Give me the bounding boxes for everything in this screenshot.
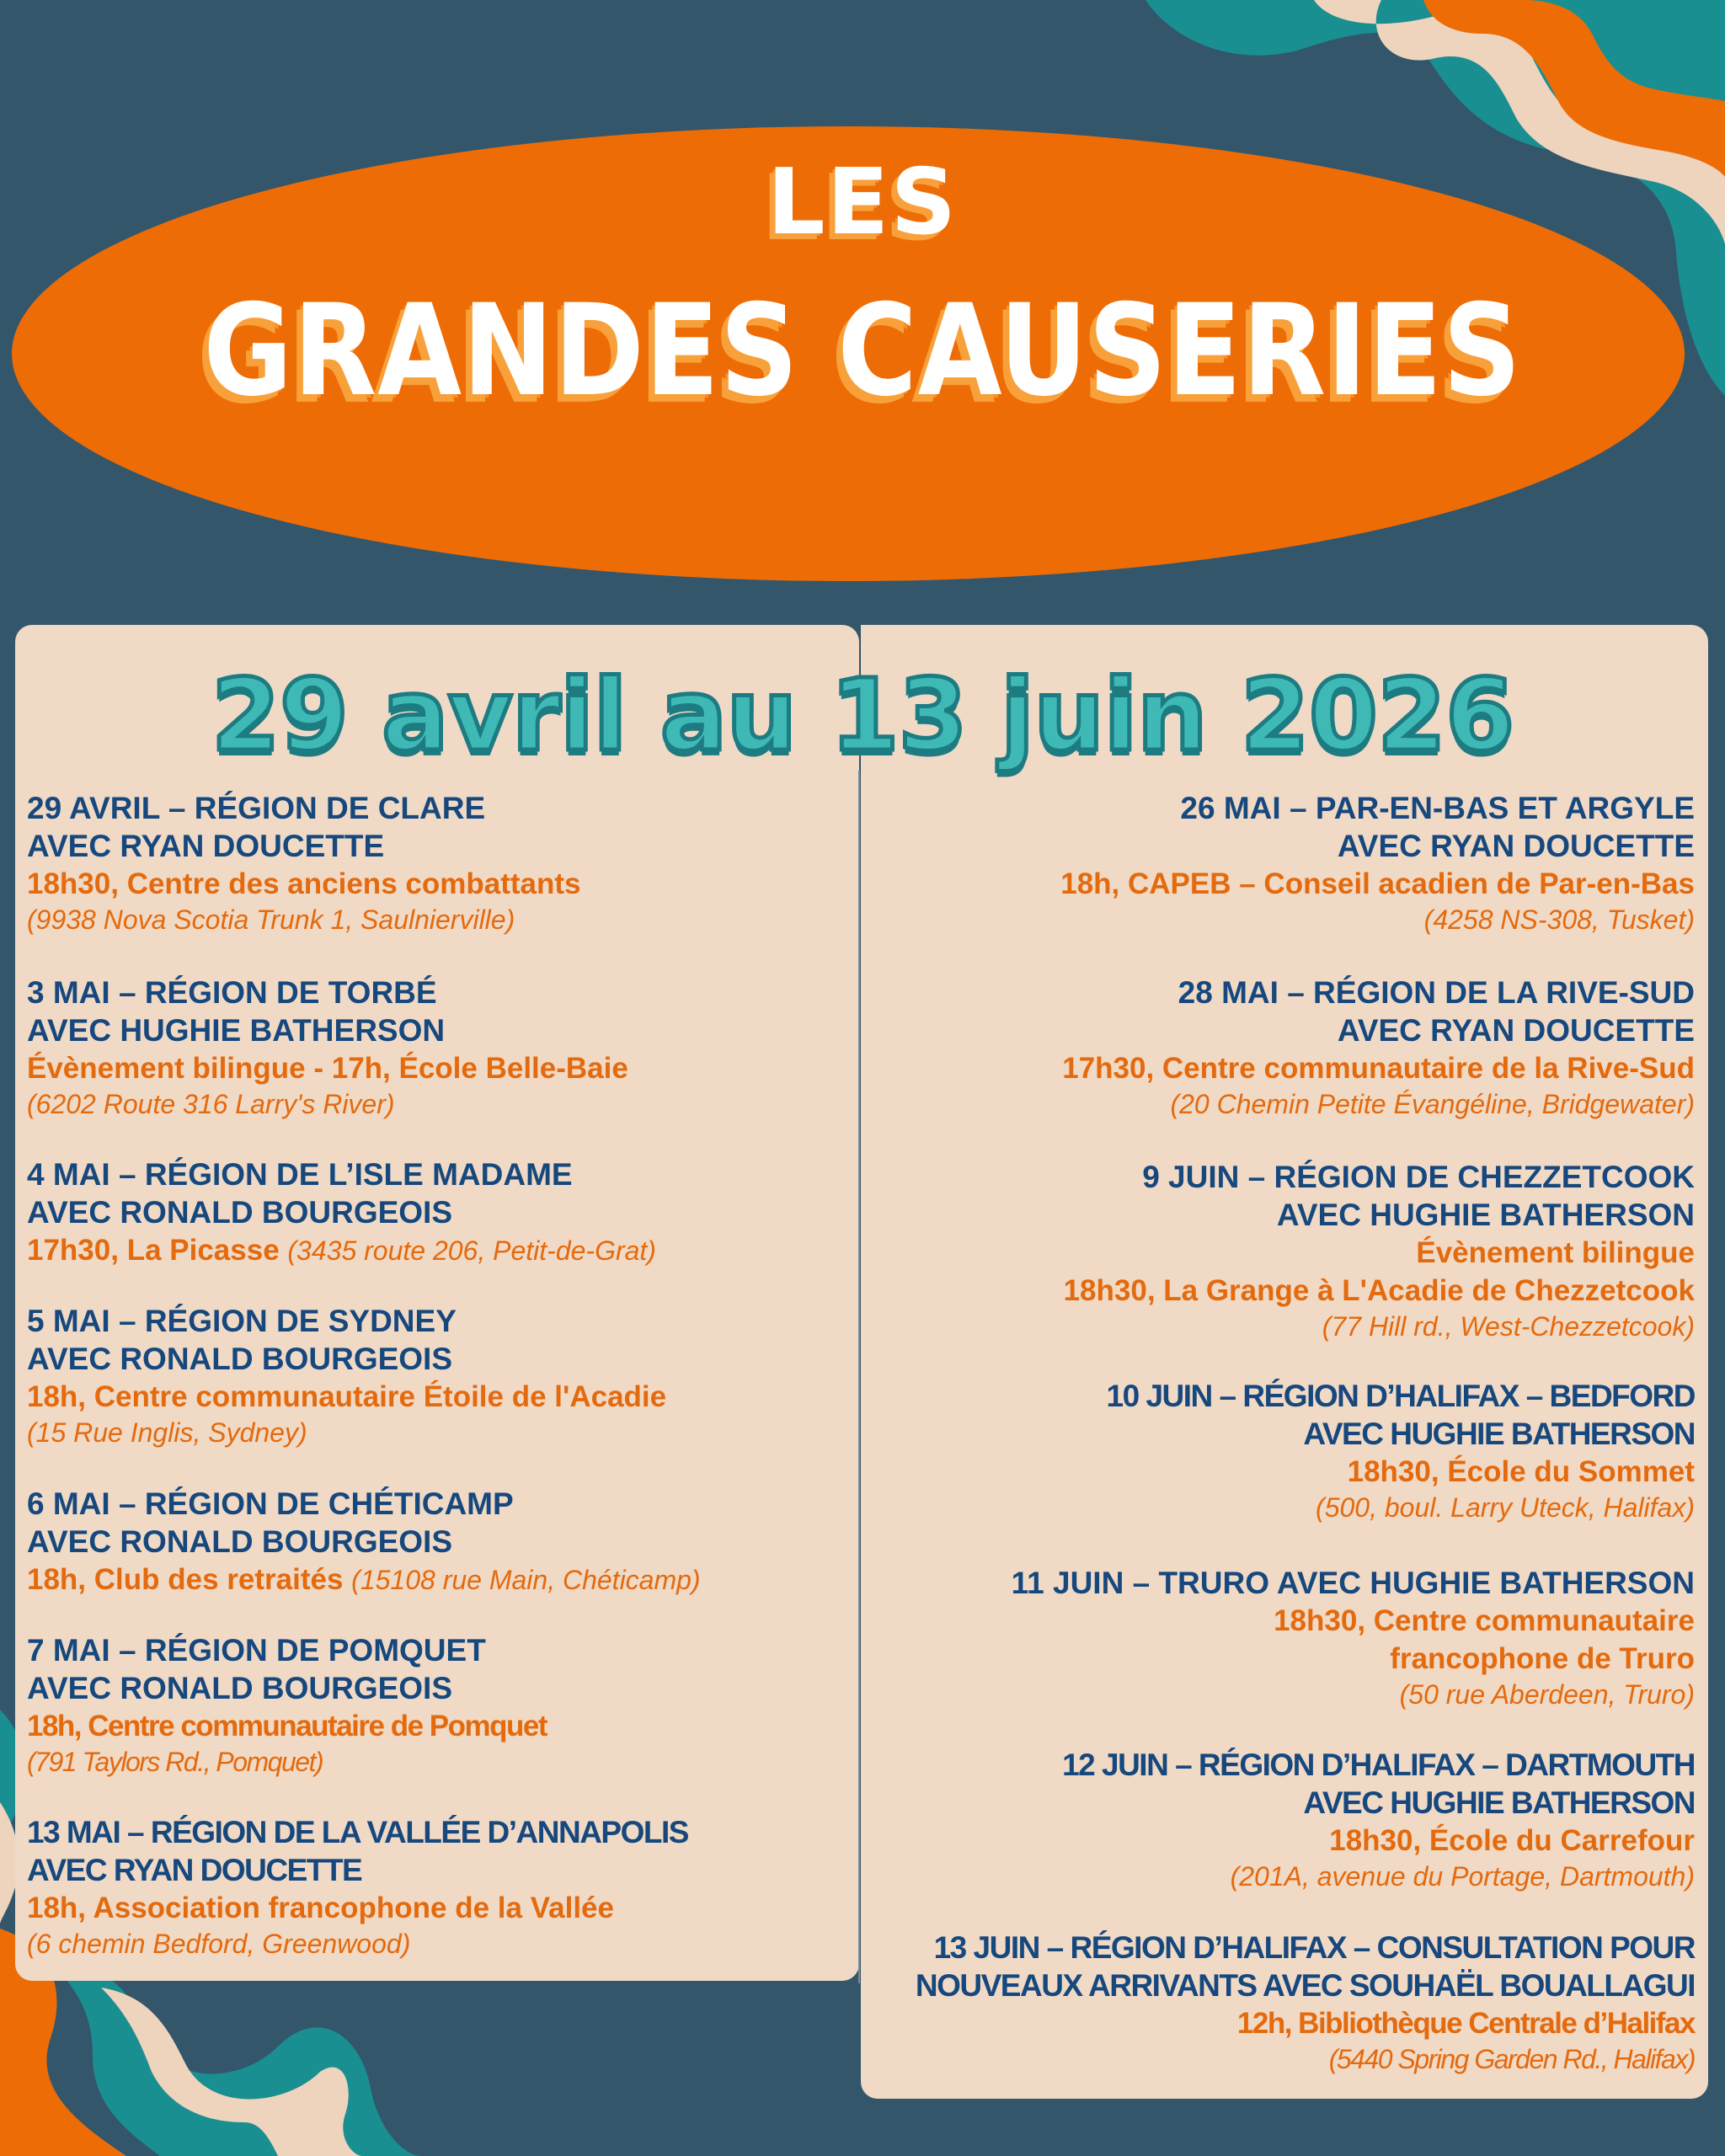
event-item: [27, 1302, 852, 1449]
event-detail: Évènement bilingue: [1416, 1236, 1695, 1269]
event-address: (77 Hill rd., West-Chezzetcook): [1322, 1311, 1695, 1342]
event-item: [869, 1929, 1695, 2076]
event-heading: 29 AVRIL – RÉGION DE CLARE: [27, 791, 486, 825]
event-item: [869, 1746, 1695, 1893]
event-address: (15 Rue Inglis, Sydney): [27, 1417, 307, 1448]
event-item: [27, 1631, 852, 1779]
event-item: [869, 789, 1695, 937]
event-detail: francophone de Truro: [1390, 1642, 1695, 1675]
event-heading: 6 MAI – RÉGION DE CHÉTICAMP: [27, 1486, 514, 1521]
event-host: AVEC RYAN DOUCETTE: [27, 829, 385, 863]
event-heading: 12 JUIN – RÉGION D’HALIFAX – DARTMOUTH: [1062, 1748, 1695, 1782]
event-detail: Évènement bilingue - 17h, École Belle-Baie: [27, 1052, 628, 1085]
title-main: GRANDES CAUSERIES: [203, 278, 1522, 424]
event-item: [869, 1564, 1695, 1711]
event-host: AVEC RYAN DOUCETTE: [1337, 1013, 1695, 1048]
event-host: AVEC HUGHIE BATHERSON: [1303, 1785, 1695, 1820]
event-host: AVEC RONALD BOURGEOIS: [27, 1524, 453, 1559]
event-address: (15108 rue Main, Chéticamp): [351, 1565, 701, 1595]
event-item: [27, 789, 852, 937]
event-host: AVEC RYAN DOUCETTE: [1337, 829, 1695, 863]
event-item: [869, 1158, 1695, 1343]
event-address: (6202 Route 316 Larry's River): [27, 1089, 395, 1119]
event-detail: 18h, CAPEB – Conseil acadien de Par-en-Bas: [1060, 867, 1695, 900]
event-detail: 18h, Association francophone de la Vallée: [27, 1892, 614, 1924]
event-address: (20 Chemin Petite Évangéline, Bridgewater): [1170, 1089, 1695, 1119]
event-heading: 28 MAI – RÉGION DE LA RIVE-SUD: [1178, 975, 1695, 1010]
event-address: (500, boul. Larry Uteck, Halifax): [1316, 1492, 1695, 1523]
event-detail: 18h30, La Grange à L'Acadie de Chezzetcook: [1063, 1274, 1695, 1307]
event-heading: 10 JUIN – RÉGION D’HALIFAX – BEDFORD: [1106, 1379, 1695, 1413]
event-detail: [27, 1231, 852, 1270]
event-detail: 18h30, Centre communautaire: [1274, 1604, 1695, 1637]
date-range: 29 avril au 13 juin 2026: [211, 657, 1514, 773]
event-host: AVEC RYAN DOUCETTE: [27, 1853, 362, 1887]
event-address: (4258 NS-308, Tusket): [1423, 905, 1695, 935]
event-item: [27, 1155, 852, 1270]
event-heading: 7 MAI – RÉGION DE POMQUET: [27, 1633, 486, 1668]
event-host: AVEC RONALD BOURGEOIS: [27, 1671, 453, 1705]
event-heading: 5 MAI – RÉGION DE SYDNEY: [27, 1304, 457, 1338]
event-heading: 9 JUIN – RÉGION DE CHEZZETCOOK: [1142, 1160, 1695, 1194]
event-host: AVEC RONALD BOURGEOIS: [27, 1342, 453, 1376]
event-heading: 26 MAI – PAR-EN-BAS ET ARGYLE: [1180, 791, 1695, 825]
column-divider: [858, 771, 860, 1983]
event-address: (6 chemin Bedford, Greenwood): [27, 1929, 411, 1959]
event-item: [27, 974, 852, 1121]
event-detail: 17h30, Centre communautaire de la Rive-Sud: [1062, 1052, 1695, 1085]
event-heading: 13 JUIN – RÉGION D’HALIFAX – CONSULTATION POUR: [933, 1930, 1695, 1965]
event-detail: 18h, Centre communautaire de Pomquet: [27, 1710, 547, 1742]
event-heading: 4 MAI – RÉGION DE L’ISLE MADAME: [27, 1157, 573, 1192]
event-detail-text: 18h, Club des retraités: [27, 1563, 344, 1596]
event-heading: 3 MAI – RÉGION DE TORBÉ: [27, 975, 437, 1010]
event-heading: 13 MAI – RÉGION DE LA VALLÉE D’ANNAPOLIS: [27, 1815, 688, 1849]
event-detail-text: 17h30, La Picasse: [27, 1234, 280, 1267]
event-detail: 18h30, Centre des anciens combattants: [27, 867, 581, 900]
event-detail: 18h, Centre communautaire Étoile de l'Acadie: [27, 1380, 667, 1413]
event-detail: [27, 1561, 852, 1599]
event-detail: 18h30, École du Sommet: [1347, 1455, 1695, 1488]
event-address: (5440 Spring Garden Rd., Halifax): [1328, 2044, 1695, 2074]
event-host: AVEC HUGHIE BATHERSON: [1276, 1198, 1695, 1232]
event-host: AVEC HUGHIE BATHERSON: [27, 1013, 446, 1048]
event-host: AVEC HUGHIE BATHERSON: [1303, 1417, 1695, 1451]
event-address: (791 Taylors Rd., Pomquet): [27, 1747, 323, 1777]
title-small: LES: [766, 150, 959, 255]
event-address: (9938 Nova Scotia Trunk 1, Saulnierville): [27, 905, 515, 935]
event-item: [27, 1813, 852, 1961]
event-item: [27, 1485, 852, 1599]
event-address: (201A, avenue du Portage, Dartmouth): [1230, 1861, 1695, 1892]
event-item: [869, 1377, 1695, 1524]
event-heading: 11 JUIN – TRURO AVEC HUGHIE BATHERSON: [1011, 1566, 1695, 1600]
event-address: (50 rue Aberdeen, Truro): [1399, 1679, 1695, 1710]
event-address: (3435 route 206, Petit-de-Grat): [287, 1235, 656, 1266]
event-host: AVEC RONALD BOURGEOIS: [27, 1195, 453, 1230]
event-item: [869, 974, 1695, 1121]
event-host: NOUVEAUX ARRIVANTS AVEC SOUHAËL BOUALLAGUI: [915, 1968, 1695, 2003]
event-detail: 18h30, École du Carrefour: [1329, 1824, 1695, 1857]
event-detail: 12h, Bibliothèque Centrale d’Halifax: [1236, 2007, 1695, 2040]
